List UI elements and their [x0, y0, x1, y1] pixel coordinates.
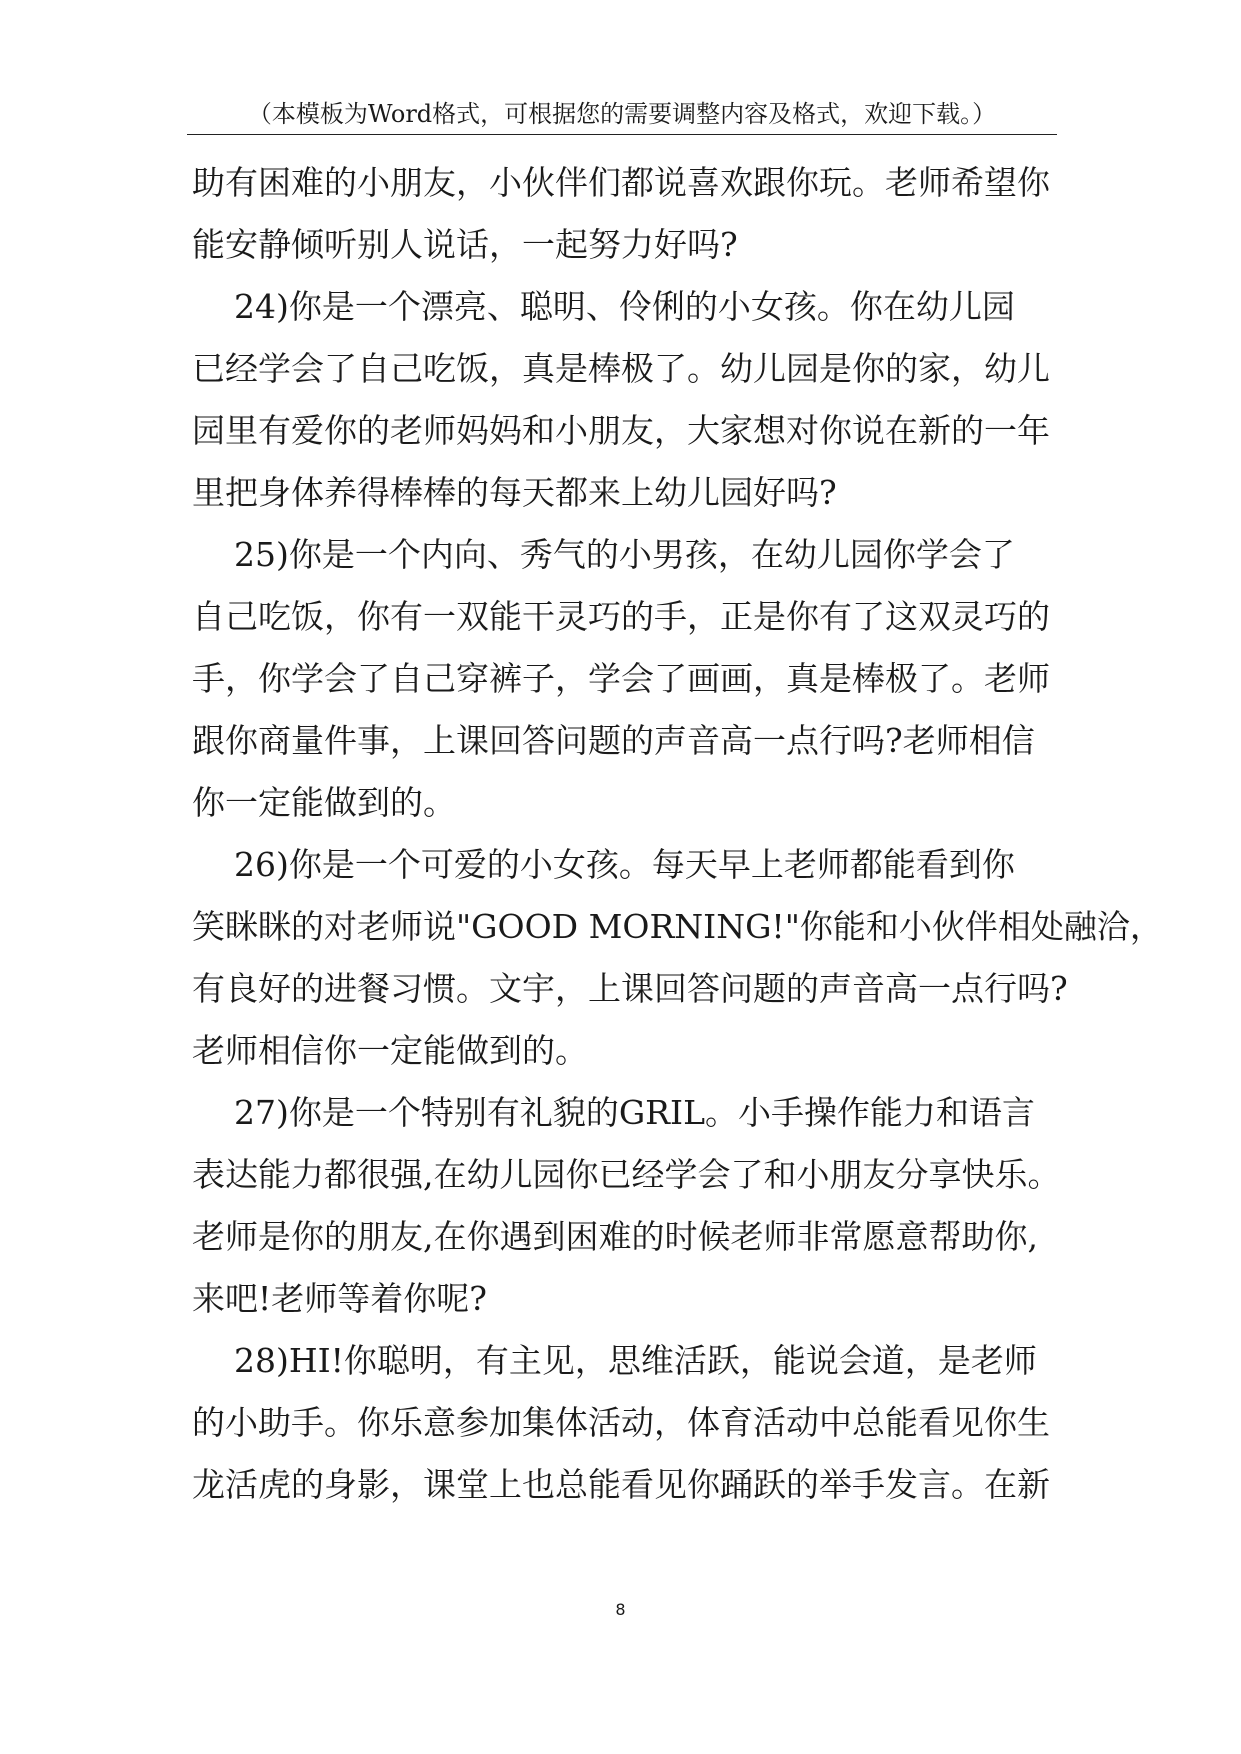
body-line: 的小助手。你乐意参加集体活动，体育活动中总能看见你生 [192, 1403, 1050, 1442]
body-line: 有良好的进餐习惯。文宇，上课回答问题的声音高一点行吗? [192, 969, 1068, 1008]
body-line: 跟你商量件事，上课回答问题的声音高一点行吗?老师相信 [192, 721, 1035, 760]
body-line: 园里有爱你的老师妈妈和小朋友，大家想对你说在新的一年 [192, 411, 1050, 450]
body-line: 自己吃饭，你有一双能干灵巧的手，正是你有了这双灵巧的 [192, 597, 1050, 636]
body-line: 里把身体养得棒棒的每天都来上幼儿园好吗? [192, 473, 837, 512]
body-line: 龙活虎的身影，课堂上也总能看见你踊跃的举手发言。在新 [192, 1465, 1050, 1504]
body-line: 你一定能做到的。 [192, 783, 456, 822]
body-line: 27)你是一个特别有礼貌的GRIL。小手操作能力和语言 [192, 1093, 1035, 1132]
page-number: 8 [615, 1600, 626, 1619]
body-line: 24)你是一个漂亮、聪明、伶俐的小女孩。你在幼儿园 [192, 287, 1015, 326]
body-line: 助有困难的小朋友，小伙伴们都说喜欢跟你玩。老师希望你 [192, 163, 1050, 202]
body-line: 25)你是一个内向、秀气的小男孩，在幼儿园你学会了 [192, 535, 1015, 574]
document-body [192, 152, 1163, 1516]
body-line: 26)你是一个可爱的小女孩。每天早上老师都能看到你 [192, 845, 1015, 884]
body-line: 笑眯眯的对老师说"GOOD MORNING!"你能和小伙伴相处融洽， [192, 907, 1163, 946]
body-line: 已经学会了自己吃饭，真是棒极了。幼儿园是你的家，幼儿 [192, 349, 1050, 388]
body-line: 手，你学会了自己穿裤子，学会了画画，真是棒极了。老师 [192, 659, 1050, 698]
body-line: 来吧!老师等着你呢? [192, 1279, 487, 1318]
body-line: 老师是你的朋友,在你遇到困难的时候老师非常愿意帮助你, [192, 1217, 1038, 1256]
body-line: 老师相信你一定能做到的。 [192, 1031, 588, 1070]
body-line: 表达能力都很强,在幼儿园你已经学会了和小朋友分享快乐。 [192, 1155, 1061, 1194]
header-divider [187, 134, 1057, 135]
body-line: 能安静倾听别人说话，一起努力好吗? [192, 225, 738, 264]
template-header-note: （本模板为Word格式，可根据您的需要调整内容及格式，欢迎下载。） [247, 100, 997, 128]
body-line: 28)HI!你聪明，有主见，思维活跃，能说会道，是老师 [192, 1341, 1037, 1380]
